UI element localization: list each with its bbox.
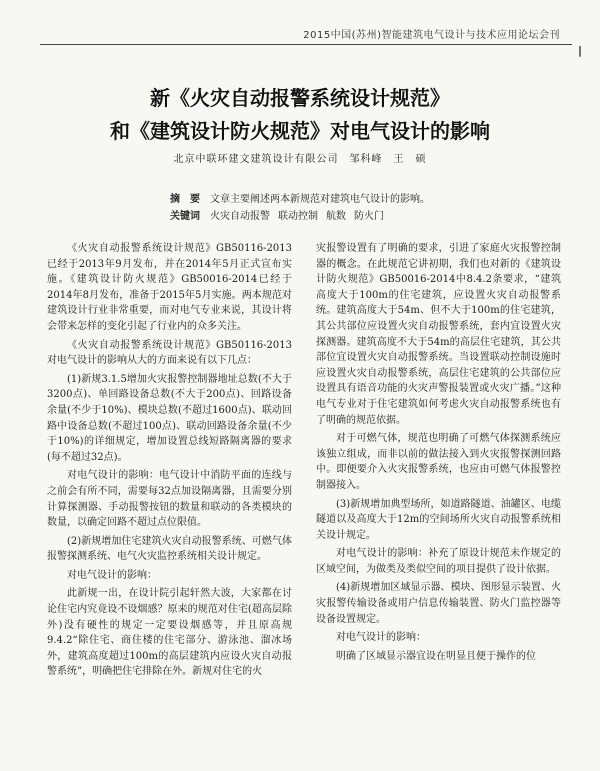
title-line-2: 和《建筑设计防火规范》对电气设计的影响: [110, 119, 490, 143]
paragraph: 《火灾自动报警系统设计规范》GB50116-2013对电气设计的影响从大的方面来说有以下几点：: [47, 339, 292, 367]
keyword: 火灾自动报警: [210, 211, 270, 222]
paragraph: (2)新规增加住宅建筑火灾自动报警系统、可燃气体报警探测系统、电气火灾监控系统相关设计规定。: [47, 535, 292, 563]
keywords: [170, 207, 560, 222]
paragraph-continued: 灾报警设置有了明确的要求，引进了家庭火灾报警控制器的概念。在此规范它讲初期，我们也对新的《建筑设计防火规范》GB50016-2014中8.4.2条要求，“建筑高度大于100m的住宅建筑，应设置火灾自动报警系统。建筑高度大于54m、但不大于100m的住宅建筑，其公共部位应设置火灾自动报警系统，套内宜设置火灾探测器。建筑高度不大于54m的高层住宅建筑，其公共部位宜设置火灾自动报警系统。当设置联动控制设施时应设置火灾自动报警系统，高层住宅建筑的公共部位应设置具有语音功能的火灾声警报装置或火灾广播。”这种电气专业对于住宅建筑如何考虑火灾自动报警系统也有了明确的规范依据。: [316, 243, 561, 426]
abstract-text: 文章主要阐述两本新规范对建筑电气设计的影响。: [210, 194, 430, 205]
authors: 北京中联环建文建筑设计有限公司 邹科峰 王 硕: [173, 154, 427, 165]
paragraph: 对电气设计的影响：电气设计中消防平面的连线与之前会有所不同，需要每32点加设隔离器，且需要分别计算探测器、手动报警按钮的数量和联动的各类模块的数量，以确定回路不超过点位限值。: [47, 470, 292, 529]
page-mark: |: [577, 44, 582, 57]
keywords-label: 关键词: [170, 211, 200, 222]
paragraph: (4)新规增加区域显示器、模块、图形显示装置、火灾报警传输设备或用户信息传输装置、防火门监控器等设备设置规定。: [316, 582, 561, 625]
running-title: 2015中国(苏州)智能建筑电气设计与技术应用论坛会刊: [303, 30, 560, 41]
header-rule: [40, 44, 572, 45]
paragraph: 对于可燃气体，规范也明确了可燃气体探测系统应该独立组成，而非以前的做法接入到火灾报警探测回路中。即便要介入火灾报警系统，也应由可燃气体报警控制器接入。: [316, 433, 561, 491]
running-header: [0, 22, 600, 57]
keyword: 航数: [326, 211, 346, 222]
paragraph: 此新规一出，在设计院引起轩然大波，大家都在讨论住宅内究竟设不设烟感？原来的规范对住宅(超高层除外)没有硬性的规定一定要设烟感等，并且原高规9.4.2“除住宅、商住楼的住宅部分、游泳池、溜冰场外，建筑高度超过100m的高层建筑内应设火灾自动报警系统”，明确把住宅排除在外。新规对住宅的火: [47, 588, 292, 678]
paragraph: 对电气设计的影响：: [336, 632, 426, 644]
body-column-left: [47, 241, 292, 683]
paragraph: 对电气设计的影响：: [67, 569, 157, 581]
paragraph: 对电气设计的影响：补充了原设计规范未作规定的区域空间，为做类及类似空间的项目提供了设计依据。: [316, 548, 561, 575]
paragraph: 明确了区域显示器宜设在明显且便于操作的位: [336, 650, 536, 662]
body-column-right: [316, 241, 561, 667]
keyword: 防火门: [354, 211, 384, 222]
title-line-1: 新《火灾自动报警系统设计规范》: [150, 86, 450, 110]
article-title: [40, 82, 560, 148]
abstract: [170, 190, 560, 205]
paragraph: 《火灾自动报警系统设计规范》GB50116-2013已经于2013年9月发布，并在2014年5月正式宣布实施。《建筑设计防火规范》GB50016-2014已经于2014年8月发布，准备于2015年5月实施。两本规范对建筑设计行业非常重要，而对电气专业来说，其设计将会带来怎样的变化引起了行业内的众多关注。: [47, 243, 292, 332]
abstract-label: 摘 要: [170, 194, 200, 205]
keyword: 联动控制: [278, 211, 318, 222]
paragraph: (3)新规增加典型场所，如道路隧道、油罐区、电缆隧道以及高度大于12m的空间场所火灾自动报警系统相关设计规定。: [316, 498, 561, 541]
paragraph: (1)新规3.1.5增加火灾报警控制器地址总数(不大于3200点)、单回路设备总数(不大于200点)、回路设备余量(不少于10%)、模块总数(不超过1600点)、联动回路中设备总数(不超过100点)、联动回路设备余量(不少于10%)的详细规定，增加设置总线短路隔离器的要求(每不超过32点)。: [47, 373, 292, 463]
